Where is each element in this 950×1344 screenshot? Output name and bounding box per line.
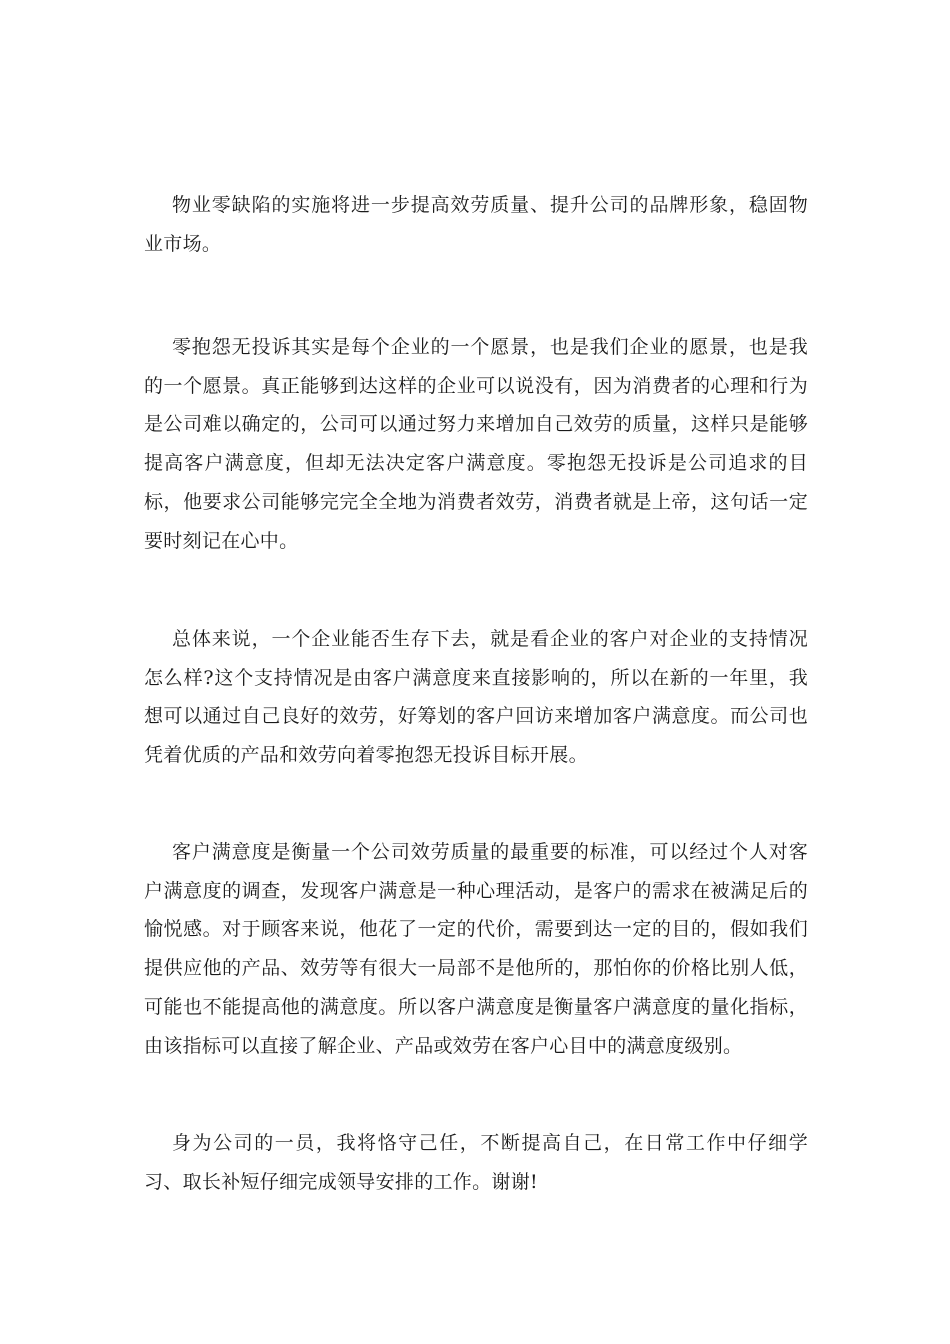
paragraph-5: 身为公司的一员，我将恪守己任，不断提高自己，在日常工作中仔细学习、取长补短仔细完成领导安排的工作。谢谢! [144,1132,808,1193]
paragraph-3: 总体来说，一个企业能否生存下去，就是看企业的客户对企业的支持情况怎么样?这个支持情况是由客户满意度来直接影响的，所以在新的一年里，我想可以通过自己良好的效劳，好筹划的客户回访来增加客户满意度。而公司也凭着优质的产品和效劳向着零抱怨无投诉目标开展。 [144,628,808,767]
paragraph-4: 客户满意度是衡量一个公司效劳质量的最重要的标准，可以经过个人对客户满意度的调查，发现客户满意是一种心理活动，是客户的需求在被满足后的愉悦感。对于顾客来说，他花了一定的代价，需要到达一定的目的，假如我们提供应他的产品、效劳等有很大一局部不是他所的，那怕你的价格比别人低，可能也不能提高他的满意度。所以客户满意度是衡量客户满意度的量化指标，由该指标可以直接了解企业、产品或效劳在客户心目中的满意度级别。 [144,841,808,1057]
paragraph-2: 零抱怨无投诉其实是每个企业的一个愿景，也是我们企业的愿景，也是我的一个愿景。真正能够到达这样的企业可以说没有，因为消费者的心理和行为是公司难以确定的，公司可以通过努力来增加自己效劳的质量，这样只是能够提高客户满意度，但却无法决定客户满意度。零抱怨无投诉是公司追求的目标，他要求公司能够完完全全地为消费者效劳，消费者就是上帝，这句话一定要时刻记在心中。 [144,336,808,552]
paragraph-1: 物业零缺陷的实施将进一步提高效劳质量、提升公司的品牌形象，稳固物业市场。 [144,194,808,255]
